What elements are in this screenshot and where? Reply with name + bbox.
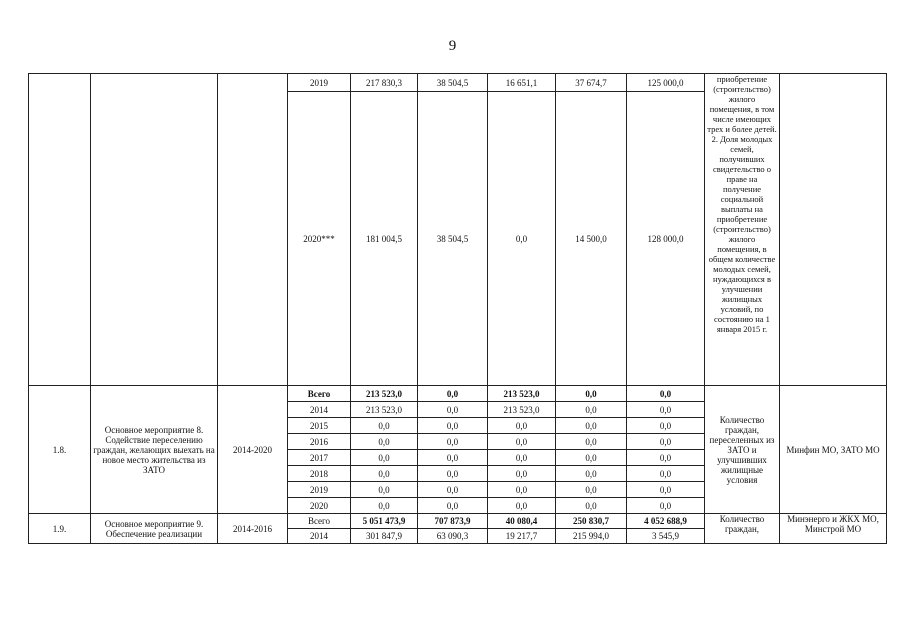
value-cell: 0,0 [418, 482, 488, 498]
cell-empty [780, 74, 887, 386]
value-cell: 0,0 [627, 450, 705, 466]
executor-cell: Минэнерго и ЖКХ МО, Минстрой МО [780, 514, 887, 544]
value-cell: 0,0 [556, 482, 627, 498]
value-cell: 0,0 [627, 386, 705, 402]
value-cell: 125 000,0 [627, 74, 705, 92]
measure-name: Основное мероприятие 9. Обеспечение реализации [91, 514, 218, 544]
value-cell: 213 523,0 [351, 402, 418, 418]
value-cell: 38 504,5 [418, 74, 488, 92]
value-cell: 0,0 [488, 498, 556, 514]
year-cell: 2014 [288, 402, 351, 418]
value-cell: 14 500,0 [556, 92, 627, 386]
indicator-cell: приобретение (строительство) жилого помещения, в том числе имеющих трех и более детей. 2. Доля молодых семей, получивших свидетельство о праве на получение социальной выплаты на приобретение (строительство) жилого помещения, в общем количестве молодых семей, нуждающихся в улучшении жилищных условий, по состоянию на 1 января 2015 г. [705, 74, 780, 386]
value-cell: 0,0 [351, 418, 418, 434]
value-cell: 19 217,7 [488, 529, 556, 544]
value-cell: 0,0 [556, 402, 627, 418]
year-cell: 2017 [288, 450, 351, 466]
table-row [29, 74, 887, 92]
value-cell: 0,0 [351, 482, 418, 498]
period-cell: 2014-2016 [218, 514, 288, 544]
year-cell: 2020*** [288, 92, 351, 386]
value-cell: 0,0 [627, 466, 705, 482]
value-cell: 0,0 [488, 92, 556, 386]
value-cell: 38 504,5 [418, 92, 488, 386]
value-cell: 0,0 [418, 466, 488, 482]
value-cell: 0,0 [418, 450, 488, 466]
value-cell: 63 090,3 [418, 529, 488, 544]
value-cell: 3 545,9 [627, 529, 705, 544]
year-cell: Всего [288, 386, 351, 402]
measure-name: Основное мероприятие 8. Содействие переселению граждан, желающих выехать на новое место жительства из ЗАТО [91, 386, 218, 514]
year-cell: 2016 [288, 434, 351, 450]
value-cell: 40 080,4 [488, 514, 556, 529]
value-cell: 0,0 [488, 418, 556, 434]
year-cell: 2020 [288, 498, 351, 514]
row-number: 1.9. [29, 514, 91, 544]
value-cell: 5 051 473,9 [351, 514, 418, 529]
value-cell: 0,0 [488, 466, 556, 482]
value-cell: 0,0 [556, 386, 627, 402]
value-cell: 0,0 [418, 498, 488, 514]
year-cell: 2019 [288, 74, 351, 92]
value-cell: 0,0 [418, 386, 488, 402]
value-cell: 0,0 [418, 418, 488, 434]
indicator-cell: Количество граждан, [705, 514, 780, 544]
value-cell: 0,0 [556, 498, 627, 514]
cell-empty [91, 74, 218, 386]
value-cell: 0,0 [488, 434, 556, 450]
value-cell: 301 847,9 [351, 529, 418, 544]
value-cell: 0,0 [351, 434, 418, 450]
value-cell: 0,0 [418, 402, 488, 418]
value-cell: 0,0 [627, 402, 705, 418]
value-cell: 0,0 [351, 498, 418, 514]
table-row [29, 386, 887, 402]
year-cell: 2015 [288, 418, 351, 434]
program-table [28, 73, 887, 544]
value-cell: 0,0 [488, 482, 556, 498]
value-cell: 0,0 [556, 466, 627, 482]
year-cell: 2014 [288, 529, 351, 544]
value-cell: 213 523,0 [488, 386, 556, 402]
value-cell: 0,0 [488, 450, 556, 466]
value-cell: 4 052 688,9 [627, 514, 705, 529]
value-cell: 213 523,0 [351, 386, 418, 402]
year-cell: 2019 [288, 482, 351, 498]
year-cell: 2018 [288, 466, 351, 482]
value-cell: 0,0 [556, 418, 627, 434]
value-cell: 0,0 [418, 434, 488, 450]
value-cell: 0,0 [627, 434, 705, 450]
value-cell: 128 000,0 [627, 92, 705, 386]
value-cell: 0,0 [627, 482, 705, 498]
value-cell: 213 523,0 [488, 402, 556, 418]
value-cell: 217 830,3 [351, 74, 418, 92]
table-row [29, 514, 887, 529]
year-cell: Всего [288, 514, 351, 529]
value-cell: 0,0 [627, 418, 705, 434]
value-cell: 215 994,0 [556, 529, 627, 544]
value-cell: 0,0 [556, 434, 627, 450]
value-cell: 0,0 [627, 498, 705, 514]
value-cell: 707 873,9 [418, 514, 488, 529]
value-cell: 0,0 [556, 450, 627, 466]
value-cell: 16 651,1 [488, 74, 556, 92]
value-cell: 181 004,5 [351, 92, 418, 386]
value-cell: 0,0 [351, 466, 418, 482]
period-cell: 2014-2020 [218, 386, 288, 514]
cell-empty [218, 74, 288, 386]
executor-cell: Минфин МО, ЗАТО МО [780, 386, 887, 514]
value-cell: 250 830,7 [556, 514, 627, 529]
cell-empty [29, 74, 91, 386]
page-number: 9 [448, 38, 457, 54]
value-cell: 0,0 [351, 450, 418, 466]
indicator-cell: Количество граждан, переселенных из ЗАТО и улучшивших жилищные условия [705, 386, 780, 514]
value-cell: 37 674,7 [556, 74, 627, 92]
row-number: 1.8. [29, 386, 91, 514]
